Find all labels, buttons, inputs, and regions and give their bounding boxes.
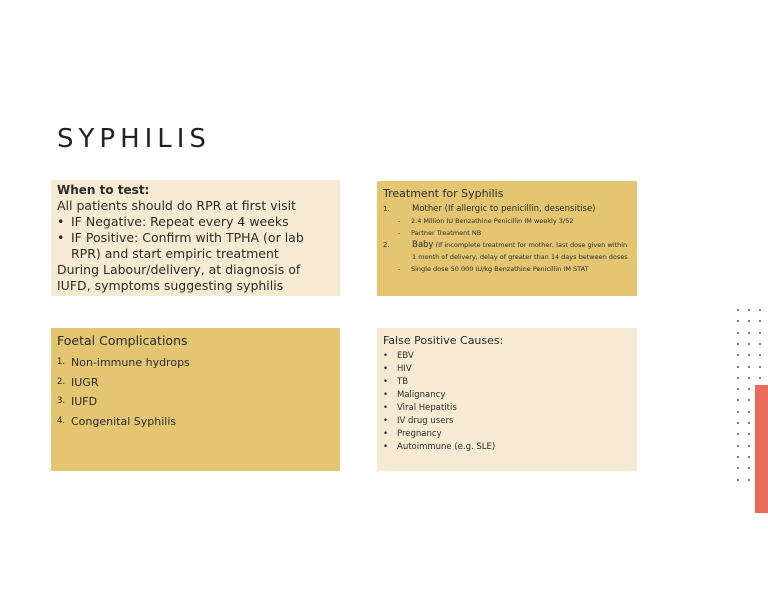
list-item: • Pregnancy: [383, 428, 631, 441]
list-item: • HIV: [383, 363, 631, 376]
item-number: 1.: [383, 205, 390, 213]
decorative-dot: [748, 479, 750, 481]
item-label: Baby: [412, 240, 434, 250]
list-item: [57, 373, 334, 393]
list-item: [57, 412, 334, 432]
decorative-dot: [737, 479, 739, 481]
list-item: • EBV: [383, 350, 631, 363]
false-positive-heading: False Positive Causes:: [383, 334, 504, 347]
item-text: Non-immune hydrops: [71, 356, 190, 369]
treatment-sub-item: - Single dose 50 000 IU/kg Benzathine Penicillin IM STAT: [383, 263, 631, 275]
decorative-dot: [759, 366, 761, 368]
decorative-dot: [737, 388, 739, 390]
list-item: • IV drug users: [383, 415, 631, 428]
decorative-dot: [737, 399, 739, 401]
decorative-dot: [737, 309, 739, 311]
decorative-dot: [759, 320, 761, 322]
item-number: 4.: [57, 415, 66, 426]
decorative-dot: [737, 377, 739, 379]
decorative-dot: [748, 456, 750, 458]
item-number: 2.: [57, 376, 66, 387]
when-to-test-box: [51, 180, 340, 296]
list-item: • IF Negative: Repeat every 4 weeks: [57, 214, 334, 230]
list-item: [57, 392, 334, 412]
false-positive-box: [377, 328, 637, 471]
foetal-list: [57, 353, 334, 431]
decorative-dot: [748, 467, 750, 469]
treatment-item-baby: [383, 239, 631, 263]
item-text: IUGR: [71, 375, 99, 389]
decorative-dot: [748, 320, 750, 322]
foetal-complications-box: [51, 328, 340, 471]
treatment-heading: Treatment for Syphilis: [383, 187, 504, 200]
decorative-dot: [748, 343, 750, 345]
decorative-dot: [759, 354, 761, 356]
decorative-dot: [737, 343, 739, 345]
decorative-dot: [748, 399, 750, 401]
item-number: 3.: [57, 396, 66, 406]
false-positive-list: [383, 350, 631, 454]
item-note: (If incomplete treatment for mother, last dose given within 1 month of delivery, delay of greater than 14 days between doses: [412, 241, 628, 261]
when-to-test-heading: When to test:: [57, 183, 150, 197]
decorative-dot: [737, 445, 739, 447]
when-to-test-list: [57, 214, 334, 262]
decorative-dot: [748, 388, 750, 390]
slide-title: SYPHILIS: [57, 124, 211, 154]
when-to-test-intro: All patients should do RPR at first visit: [57, 198, 296, 213]
decorative-dot: [759, 309, 761, 311]
when-to-test-outro: During Labour/delivery, at diagnosis of IUFD, symptoms suggesting syphilis: [57, 262, 301, 293]
treatment-box: [377, 181, 637, 296]
list-item: • IF Positive: Confirm with TPHA (or lab RPR) and start empiric treatment: [57, 230, 334, 262]
decorative-dot: [748, 366, 750, 368]
decorative-dot: [737, 422, 739, 424]
decorative-dot: [737, 456, 739, 458]
decorative-dot: [737, 467, 739, 469]
item-number: 1.: [57, 357, 66, 367]
decorative-dot: [737, 332, 739, 334]
decorative-dot: [748, 377, 750, 379]
decorative-dot: [748, 309, 750, 311]
decorative-dot: [737, 411, 739, 413]
decorative-dot: [748, 332, 750, 334]
decorative-dot: [748, 445, 750, 447]
decorative-dot: [759, 343, 761, 345]
list-item: • TB: [383, 376, 631, 389]
decorative-dot: [737, 366, 739, 368]
item-number: 2.: [383, 241, 390, 249]
list-item: • Autoimmune (e.g. SLE): [383, 441, 631, 454]
decorative-dot: [748, 422, 750, 424]
decorative-dot: [748, 433, 750, 435]
decorative-accent-bar: [755, 385, 768, 513]
decorative-dot: [748, 411, 750, 413]
item-text: IUFD: [71, 395, 98, 408]
item-label: Mother (If allergic to penicillin, desensitise): [412, 204, 596, 214]
decorative-dot: [759, 377, 761, 379]
decorative-dot: [737, 320, 739, 322]
foetal-heading: Foetal Complications: [57, 333, 188, 348]
treatment-sub-item: - 2.4 Million IU Benzathine Penicillin IM weekly 3/52: [383, 215, 631, 227]
list-item: [57, 353, 334, 373]
decorative-dot: [748, 354, 750, 356]
treatment-sub-item: - Partner Treatment NB: [383, 227, 631, 239]
decorative-dot: [737, 433, 739, 435]
item-text: Congenital Syphilis: [71, 414, 177, 428]
decorative-dot: [759, 332, 761, 334]
list-item: • Viral Hepatitis: [383, 402, 631, 415]
list-item: • Malignancy: [383, 389, 631, 402]
decorative-dot: [737, 354, 739, 356]
treatment-item-mother: [383, 203, 631, 215]
